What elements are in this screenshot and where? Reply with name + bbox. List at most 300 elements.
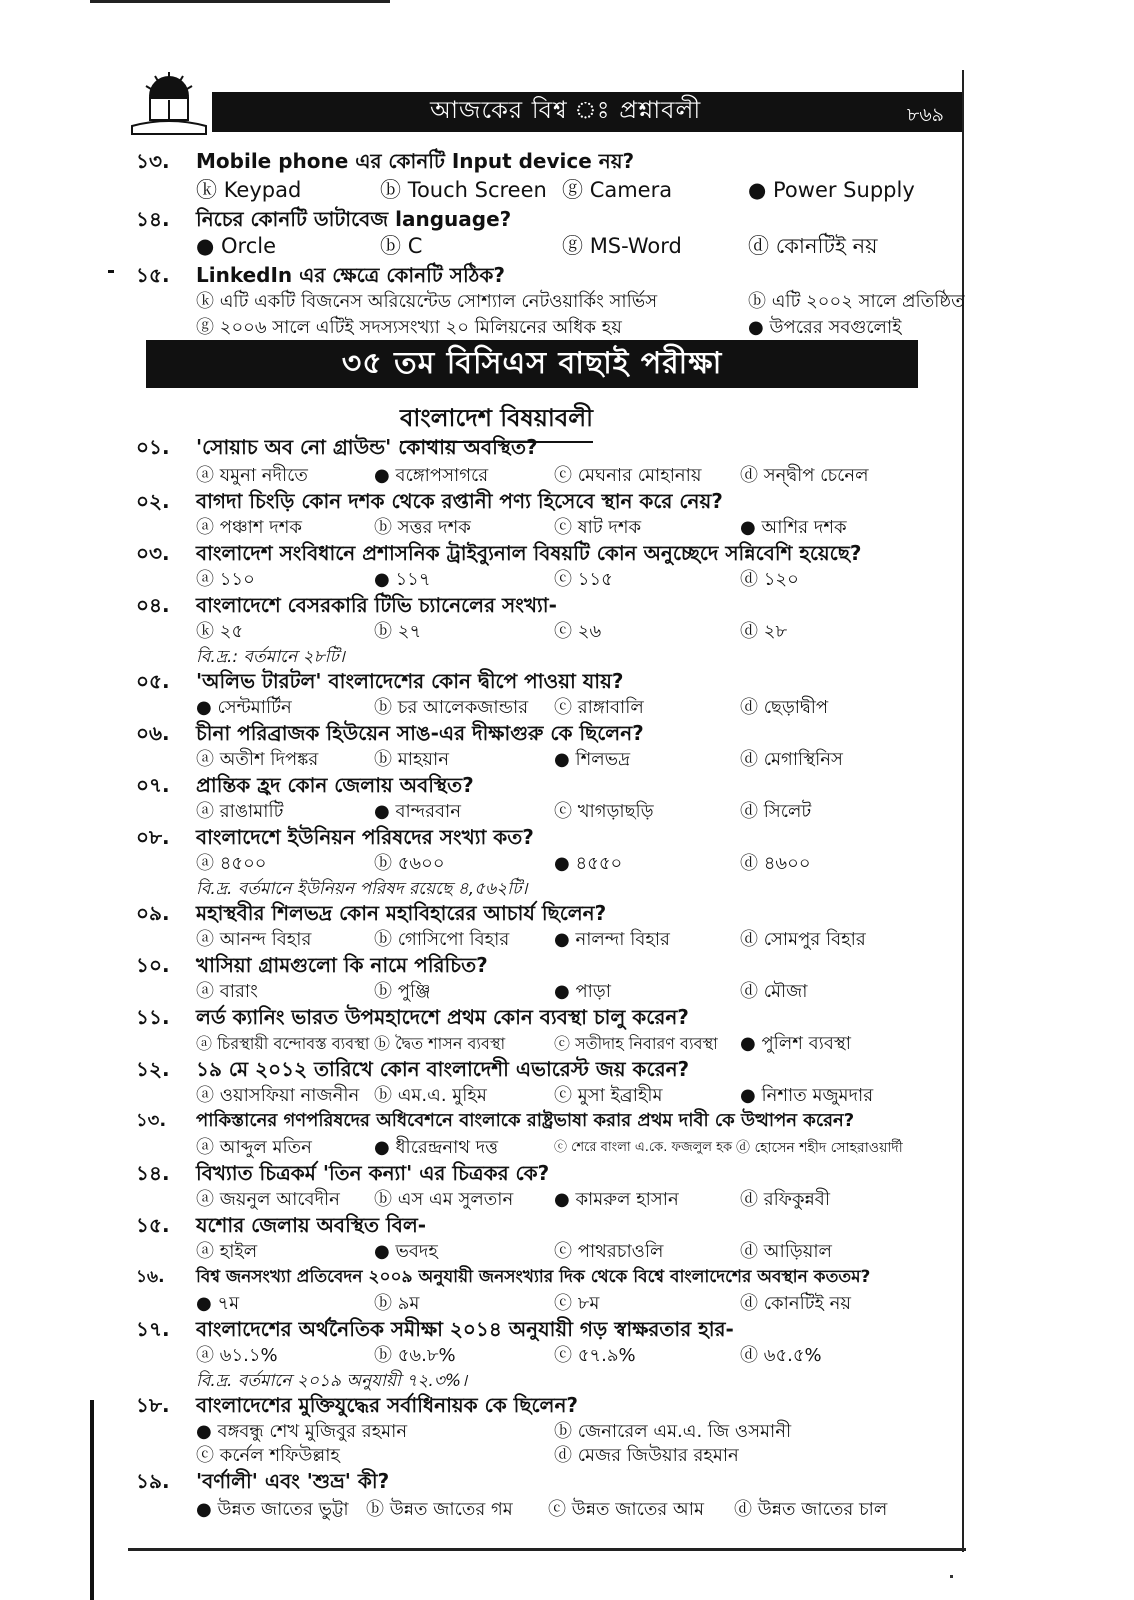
- answer-note: বি.দ্র.: বর্তমানে ২৮টি।: [196, 647, 345, 667]
- question-number: ১৪.: [136, 207, 170, 231]
- option-text: ৫৬০০: [397, 853, 445, 874]
- option: [740, 800, 811, 824]
- option: [554, 1136, 732, 1160]
- option-text: উন্নত জাতের আম: [571, 1499, 704, 1520]
- option-text: উন্নত জাতের গম: [389, 1499, 513, 1520]
- option-mark: ⓓ: [740, 465, 758, 486]
- option-text: চিরস্থায়ী বন্দোবস্ত ব্যবস্থা: [217, 1034, 370, 1053]
- option-mark: ⓓ: [740, 853, 758, 874]
- option-mark: ⓑ: [374, 621, 392, 642]
- option-text: উন্নত জাতের ভুট্টা: [217, 1499, 349, 1520]
- option: [554, 800, 654, 824]
- option-text: ৪৫০০: [219, 853, 267, 874]
- question-number: ১০.: [136, 953, 170, 977]
- question-text: খাসিয়া গ্রামগুলো কি নামে পরিচিত?: [196, 953, 488, 977]
- option: [374, 928, 509, 952]
- option-mark: ●: [374, 1241, 390, 1262]
- option-text: ১১৭: [395, 569, 431, 590]
- option: [740, 1240, 832, 1264]
- option: [374, 1344, 456, 1368]
- option: [374, 1188, 513, 1212]
- section-title: ৩৫ তম বিসিএস বাছাই পরীক্ষা: [146, 340, 918, 388]
- option-correct: [554, 1188, 679, 1212]
- question-text: বিখ্যাত চিত্রকর্ম 'তিন কন্যা' এর চিত্রকর কে?: [196, 1161, 550, 1185]
- option: [196, 178, 301, 202]
- question-text: বাংলাদেশে বেসরকারি টিভি চ্যানেলের সংখ্যা-: [196, 593, 557, 617]
- question-number: ০৪.: [136, 593, 170, 617]
- option-mark: ⓓ: [734, 1499, 752, 1520]
- page-content: [130, 70, 964, 1552]
- option-mark: ⓓ: [736, 1140, 750, 1156]
- option-text: মৌজা: [763, 981, 808, 1002]
- option: [562, 178, 672, 202]
- option: [374, 852, 445, 876]
- option-text: ১২০: [763, 569, 799, 590]
- option: [734, 1498, 887, 1522]
- option-mark: ●: [374, 465, 390, 486]
- option-text: আব্দুল মতিন: [219, 1137, 312, 1158]
- option: [196, 980, 258, 1004]
- option-text: ৭ম: [217, 1293, 240, 1314]
- option-text: এটি ২০০২ সালে প্রতিষ্ঠিত: [771, 291, 965, 312]
- option-mark: ⓐ: [196, 929, 214, 950]
- option-mark: ⓚ: [196, 291, 214, 312]
- option: [740, 1292, 851, 1316]
- option-mark: ●: [374, 1137, 390, 1158]
- question-number: ১১.: [136, 1005, 170, 1029]
- page-header: [212, 92, 962, 132]
- option-mark: ⓒ: [554, 465, 572, 486]
- option-text: শেরে বাংলা এ.কে. ফজলুল হক: [571, 1140, 733, 1155]
- option: [374, 1032, 505, 1056]
- option-mark: ⓒ: [196, 1445, 214, 1466]
- option-mark: ⓓ: [740, 749, 758, 770]
- option-mark: ⓑ: [374, 517, 392, 538]
- question-number: ১২.: [136, 1057, 170, 1081]
- option-text: হাইল: [219, 1241, 258, 1262]
- question-number: ১৬.: [136, 1267, 165, 1287]
- option: [196, 852, 267, 876]
- question-number: ০৭.: [136, 773, 170, 797]
- option-mark: ⓑ: [380, 234, 401, 258]
- option: [374, 696, 528, 720]
- option-mark: ⓒ: [554, 801, 572, 822]
- option-text: রাঙামাটি: [219, 801, 284, 822]
- option: [554, 1444, 739, 1468]
- option-text: ভবদহ: [395, 1241, 438, 1262]
- option-mark: ⓓ: [740, 981, 758, 1002]
- option: [196, 748, 318, 772]
- option: [554, 464, 702, 488]
- option-correct: [554, 928, 670, 952]
- option: [196, 620, 243, 644]
- question-text: Mobile phone এর কোনটি Input device নয়?: [196, 149, 635, 173]
- option: [554, 568, 613, 592]
- question-text: বাগদা চিংড়ি কোন দশক থেকে রপ্তানী পণ্য হিসেবে স্থান করে নেয়?: [196, 489, 723, 513]
- option: [196, 1084, 359, 1108]
- option-mark: ⓓ: [740, 1241, 758, 1262]
- option-text: ধীরেন্দ্রনাথ দত্ত: [395, 1137, 499, 1158]
- option-text: রফিকুন্নবী: [763, 1189, 830, 1210]
- option: [740, 980, 808, 1004]
- option-correct: [554, 852, 622, 876]
- option-text: বঙ্গবন্ধু শেখ মুজিবুর রহমান: [217, 1421, 408, 1442]
- option-text: সিলেট: [763, 801, 812, 822]
- option-mark: ●: [748, 178, 767, 202]
- option: [748, 290, 965, 314]
- option: [740, 464, 869, 488]
- option-text: ৬১.১%: [219, 1345, 278, 1366]
- question-number: ১৯.: [136, 1469, 170, 1493]
- option: [740, 852, 811, 876]
- option-text: ৪৫৫০: [575, 853, 623, 874]
- option-mark: ⓑ: [748, 291, 766, 312]
- option-mark: ●: [374, 801, 390, 822]
- option-correct: [374, 464, 488, 488]
- option-text: বান্দরবান: [395, 801, 462, 822]
- option-mark: ⓑ: [374, 1034, 391, 1053]
- option: [196, 1136, 312, 1160]
- option-mark: ⓑ: [374, 1189, 392, 1210]
- option-mark: ⓒ: [554, 517, 572, 538]
- option-text: ৫৬.৮%: [397, 1345, 456, 1366]
- option-text: ২৭: [397, 621, 422, 642]
- option-text: জয়নুল আবেদীন: [219, 1189, 340, 1210]
- option-text: আনন্দ বিহার: [219, 929, 312, 950]
- option-correct: [196, 234, 276, 258]
- question-number: ১৮.: [136, 1393, 170, 1417]
- option-mark: ⓑ: [374, 749, 392, 770]
- option-mark: ⓚ: [196, 178, 217, 202]
- option: [374, 620, 421, 644]
- option-correct: [196, 1292, 239, 1316]
- option: [740, 1344, 822, 1368]
- option-text: এস এম সুলতান: [397, 1189, 514, 1210]
- option-mark: ⓐ: [196, 1241, 214, 1262]
- option-mark: ⓐ: [196, 801, 214, 822]
- option: [380, 178, 547, 202]
- option: [374, 980, 430, 1004]
- option-mark: ⓖ: [562, 178, 583, 202]
- question-text: যশোর জেলায় অবস্থিত বিল-: [196, 1213, 427, 1237]
- option-mark: ⓓ: [740, 569, 758, 590]
- header-title: আজকের বিশ্ব ঃ প্রশ্নাবলী: [430, 96, 702, 124]
- option-correct: [748, 316, 902, 340]
- option: [366, 1498, 513, 1522]
- option-text: এটি একটি বিজনেস অরিয়েন্টেড সোশ্যাল নেটওয়ার্কিং সার্ভিস: [219, 291, 658, 312]
- question-text: বাংলাদেশের মুক্তিযুদ্ধের সর্বাধিনায়ক কে ছিলেন?: [196, 1393, 579, 1417]
- option-text: মেজর জিউয়ার রহমান: [577, 1445, 739, 1466]
- option-text: Keypad: [223, 178, 302, 202]
- question-number: ০৮.: [136, 825, 170, 849]
- option: [554, 516, 641, 540]
- option-mark: ⓑ: [374, 853, 392, 874]
- option-mark: ●: [748, 317, 764, 338]
- option-correct: [374, 568, 431, 592]
- question-number: ০২.: [136, 489, 170, 513]
- option-mark: ⓓ: [740, 697, 758, 718]
- option-text: সেন্টমার্টিন: [217, 697, 292, 718]
- option-mark: ●: [196, 1293, 212, 1314]
- option-text: ২০০৬ সালে এটিই সদস্যসংখ্যা ২০ মিলিয়নের অধিক হয়: [219, 317, 622, 338]
- option-text: C: [407, 234, 423, 258]
- option-mark: ●: [740, 1033, 756, 1054]
- option: [196, 1240, 257, 1264]
- question-number: ০৫.: [136, 669, 170, 693]
- option-mark: ⓐ: [196, 1345, 214, 1366]
- option-text: রাঙ্গাবালি: [577, 697, 644, 718]
- option-correct: [374, 1240, 438, 1264]
- option-text: হোসেন শহীদ সোহরাওয়ার্দী: [754, 1140, 903, 1156]
- option: [740, 1188, 830, 1212]
- option-text: মেগাস্থিনিস: [763, 749, 843, 770]
- question-number: ১৩.: [136, 1110, 167, 1131]
- option-mark: ⓐ: [196, 1085, 214, 1106]
- option: [548, 1498, 704, 1522]
- option-text: কোনটিই নয়: [775, 234, 878, 258]
- option-text: গোসিপো বিহার: [397, 929, 510, 950]
- option-mark: ⓓ: [554, 1445, 572, 1466]
- option-mark: ●: [374, 569, 390, 590]
- option: [554, 1084, 663, 1108]
- option-correct: [740, 516, 847, 540]
- question-text: বাংলাদেশে ইউনিয়ন পরিষদের সংখ্যা কত?: [196, 825, 534, 849]
- option-mark: ⓒ: [548, 1499, 566, 1520]
- option: [554, 1420, 791, 1444]
- option-mark: ●: [554, 1189, 570, 1210]
- question-text: LinkedIn এর ক্ষেত্রে কোনটি সঠিক?: [196, 263, 505, 287]
- question-number: ১৪.: [136, 1161, 170, 1185]
- question-text: মহাস্থবীর শিলভদ্র কোন মহাবিহারের আচার্য ছিলেন?: [196, 901, 607, 925]
- option-correct: [554, 748, 630, 772]
- option-mark: ⓓ: [740, 801, 758, 822]
- option: [196, 1188, 340, 1212]
- option-text: কর্নেল শফিউল্লাহ: [219, 1445, 340, 1466]
- question-text: বাংলাদেশের অর্থনৈতিক সমীক্ষা ২০১৪ অনুযায়ী গড় স্বাক্ষরতার হার-: [196, 1317, 734, 1341]
- scan-edge-top: [90, 0, 390, 3]
- option-mark: ⓑ: [374, 1345, 392, 1366]
- option-text: শিলভদ্র: [575, 749, 631, 770]
- option-mark: ⓐ: [196, 517, 214, 538]
- option-text: দ্বৈত শাসন ব্যবস্থা: [395, 1034, 506, 1053]
- option-mark: ⓑ: [374, 929, 392, 950]
- option-text: জেনারেল এম.এ. জি ওসমানী: [577, 1421, 792, 1442]
- option: [380, 234, 422, 258]
- question-text: প্রান্তিক হ্রদ কোন জেলায় অবস্থিত?: [196, 773, 474, 797]
- question-text: পাকিস্তানের গণপরিষদের অধিবেশনে বাংলাকে রাষ্ট্রভাষা করার প্রথম দাবী কে উত্থাপন করেন?: [196, 1110, 855, 1131]
- option-text: ৯ম: [397, 1293, 420, 1314]
- option-text: ৮ম: [577, 1293, 600, 1314]
- publisher-logo-icon: [130, 70, 208, 136]
- option-text: পাথরচাওলি: [577, 1241, 664, 1262]
- option-mark: ⓐ: [196, 981, 214, 1002]
- option-mark: ●: [554, 981, 570, 1002]
- option-text: উন্নত জাতের চাল: [757, 1499, 888, 1520]
- option-correct: [740, 1084, 873, 1108]
- question-text: বিশ্ব জনসংখ্যা প্রতিবেদন ২০০৯ অনুযায়ী জনসংখ্যার দিক থেকে বিশ্বে বাংলাদেশের অবস্থান কততম?: [196, 1267, 871, 1287]
- question-number: ০৩.: [136, 541, 170, 565]
- option-text: আশির দশক: [761, 517, 847, 538]
- option-text: বঙ্গোপসাগরে: [395, 465, 489, 486]
- option: [374, 516, 471, 540]
- option-text: সন্দ্বীপ চেনেল: [763, 465, 869, 486]
- question-number: ০৯.: [136, 901, 170, 925]
- question-text: 'সোয়াচ অব নো গ্রাউন্ড' কোথায় অবস্থিত?: [196, 435, 538, 459]
- page-number: ৮৬৯: [906, 104, 944, 126]
- option-mark: ⓓ: [740, 929, 758, 950]
- option-text: ষাট দশক: [577, 517, 642, 538]
- question-text: 'অলিভ টারটল' বাংলাদেশের কোন দ্বীপে পাওয়া যায়?: [196, 669, 624, 693]
- option-text: ২৮: [763, 621, 788, 642]
- option-mark: ⓐ: [196, 1137, 214, 1158]
- option: [740, 748, 843, 772]
- option-mark: ●: [196, 697, 212, 718]
- question-text: চীনা পরিব্রাজক হিউয়েন সাঙ-এর দীক্ষাগুরু কে ছিলেন?: [196, 721, 644, 745]
- option: [196, 516, 302, 540]
- option-correct: [196, 1420, 407, 1444]
- option-mark: ⓐ: [196, 569, 214, 590]
- option-mark: ⓑ: [380, 178, 401, 202]
- option-text: মাহয়ান: [397, 749, 449, 770]
- option-text: অতীশ দিপঙ্কর: [219, 749, 319, 770]
- option-mark: ⓑ: [374, 697, 392, 718]
- option-mark: ⓒ: [554, 569, 572, 590]
- option-mark: ⓓ: [748, 234, 769, 258]
- option: [554, 620, 601, 644]
- page-bottom-rule: [128, 1548, 966, 1551]
- option: [196, 1444, 340, 1468]
- option: [740, 620, 787, 644]
- option-text: নিশাত মজুমদার: [761, 1085, 874, 1106]
- option: [196, 800, 283, 824]
- option-text: উপরের সবগুলোই: [769, 317, 902, 338]
- option-correct: [196, 696, 292, 720]
- option-text: চর আলেকজান্ডার: [397, 697, 529, 718]
- option-text: ৫৭.৯%: [577, 1345, 636, 1366]
- option-mark: ●: [196, 1499, 212, 1520]
- option: [740, 568, 799, 592]
- option-correct: [554, 980, 611, 1004]
- scan-edge-left: [90, 1400, 94, 1600]
- option-text: Orcle: [221, 234, 277, 258]
- option: [736, 1136, 903, 1160]
- option-text: কোনটিই নয়: [763, 1293, 851, 1314]
- option-text: কামরুল হাসান: [575, 1189, 679, 1210]
- option: [554, 1032, 718, 1056]
- option-mark: ⓑ: [554, 1421, 572, 1442]
- subsection-title: বাংলাদেশ বিষয়াবলী: [400, 400, 593, 443]
- option-text: MS-Word: [589, 234, 682, 258]
- option-text: মেঘনার মোহানায়: [577, 465, 702, 486]
- option-mark: ⓑ: [374, 1085, 392, 1106]
- option: [196, 464, 308, 488]
- option-mark: ●: [196, 234, 215, 258]
- option-correct: [740, 1032, 851, 1056]
- option-mark: ●: [740, 517, 756, 538]
- option-mark: ●: [196, 1421, 212, 1442]
- option-text: পঞ্চাশ দশক: [219, 517, 302, 538]
- option: [196, 290, 657, 314]
- option-text: সত্তর দশক: [397, 517, 471, 538]
- option-mark: ⓐ: [196, 853, 214, 874]
- option-mark: ⓑ: [374, 1293, 392, 1314]
- option: [196, 1032, 369, 1056]
- option: [374, 748, 449, 772]
- option-text: পুলিশ ব্যবস্থা: [761, 1033, 851, 1054]
- option-text: পুঞ্জি: [397, 981, 431, 1002]
- option-mark: ⓒ: [554, 621, 572, 642]
- answer-note: বি.দ্র. বর্তমানে ২০১৯ অনুযায়ী ৭২.৩%।: [196, 1371, 468, 1391]
- option-text: নালন্দা বিহার: [575, 929, 670, 950]
- option: [554, 1240, 663, 1264]
- option: [554, 1292, 599, 1316]
- option-text: ৬৫.৫%: [763, 1345, 822, 1366]
- option: [740, 696, 828, 720]
- option-text: মুসা ইব্রাহীম: [577, 1085, 663, 1106]
- option-text: সতীদাহ নিবারণ ব্যবস্থা: [575, 1034, 718, 1053]
- option-mark: ●: [740, 1085, 756, 1106]
- option-text: Camera: [589, 178, 673, 202]
- option-text: বারাং: [219, 981, 258, 1002]
- option-text: ছেড়াদ্বীপ: [763, 697, 829, 718]
- option-mark: ⓚ: [196, 621, 214, 642]
- option: [374, 1292, 419, 1316]
- option: [196, 1344, 278, 1368]
- option-text: ৪৬০০: [763, 853, 811, 874]
- option-correct: [196, 1498, 349, 1522]
- option: [196, 316, 622, 340]
- option-text: পাড়া: [575, 981, 611, 1002]
- option-mark: ⓖ: [196, 317, 214, 338]
- question-number: ১৫.: [136, 263, 170, 287]
- question-text: 'বর্ণালী' এবং 'শুভ্র' কী?: [196, 1469, 390, 1493]
- option-text: এম.এ. মুহিম: [397, 1085, 487, 1106]
- option-mark: ⓐ: [196, 749, 214, 770]
- option: [554, 1344, 636, 1368]
- scan-mark: [108, 270, 114, 273]
- option-text: ১১০: [219, 569, 255, 590]
- option-mark: ⓑ: [366, 1499, 384, 1520]
- option-mark: ⓒ: [554, 1345, 572, 1366]
- question-text: বাংলাদেশ সংবিধানে প্রশাসনিক ট্রাইব্যুনাল বিষয়টি কোন অনুচ্ছেদে সন্নিবেশি হয়েছে?: [196, 541, 862, 565]
- option-text: আড়িয়াল: [763, 1241, 832, 1262]
- answer-note: বি.দ্র. বর্তমানে ইউনিয়ন পরিষদ রয়েছে ৪,৫৬২টি।: [196, 879, 528, 899]
- option: [748, 234, 877, 258]
- option-mark: ●: [554, 929, 570, 950]
- option-correct: [374, 800, 461, 824]
- option-mark: ⓑ: [374, 981, 392, 1002]
- question-text: নিচের কোনটি ডাটাবেজ language?: [196, 207, 512, 231]
- question-number: ১৭.: [136, 1317, 170, 1341]
- option-mark: ⓐ: [196, 1189, 214, 1210]
- scan-mark: [950, 1575, 953, 1578]
- option-correct: [374, 1136, 498, 1160]
- option-mark: ⓐ: [196, 465, 214, 486]
- option-mark: ●: [554, 749, 570, 770]
- option-mark: ⓓ: [740, 1293, 758, 1314]
- option-mark: ⓒ: [554, 1085, 572, 1106]
- question-number: ১৫.: [136, 1213, 170, 1237]
- option-text: সোমপুর বিহার: [763, 929, 866, 950]
- option-mark: ⓒ: [554, 1140, 568, 1155]
- option-text: ২৬: [577, 621, 602, 642]
- option-text: Touch Screen: [407, 178, 547, 202]
- question-number: ০১.: [136, 435, 170, 459]
- question-number: ১৩.: [136, 149, 170, 173]
- option: [196, 928, 311, 952]
- option-mark: ⓓ: [740, 621, 758, 642]
- question-text: ১৯ মে ২০১২ তারিখে কোন বাংলাদেশী এভারেস্ট জয় করেন?: [196, 1057, 690, 1081]
